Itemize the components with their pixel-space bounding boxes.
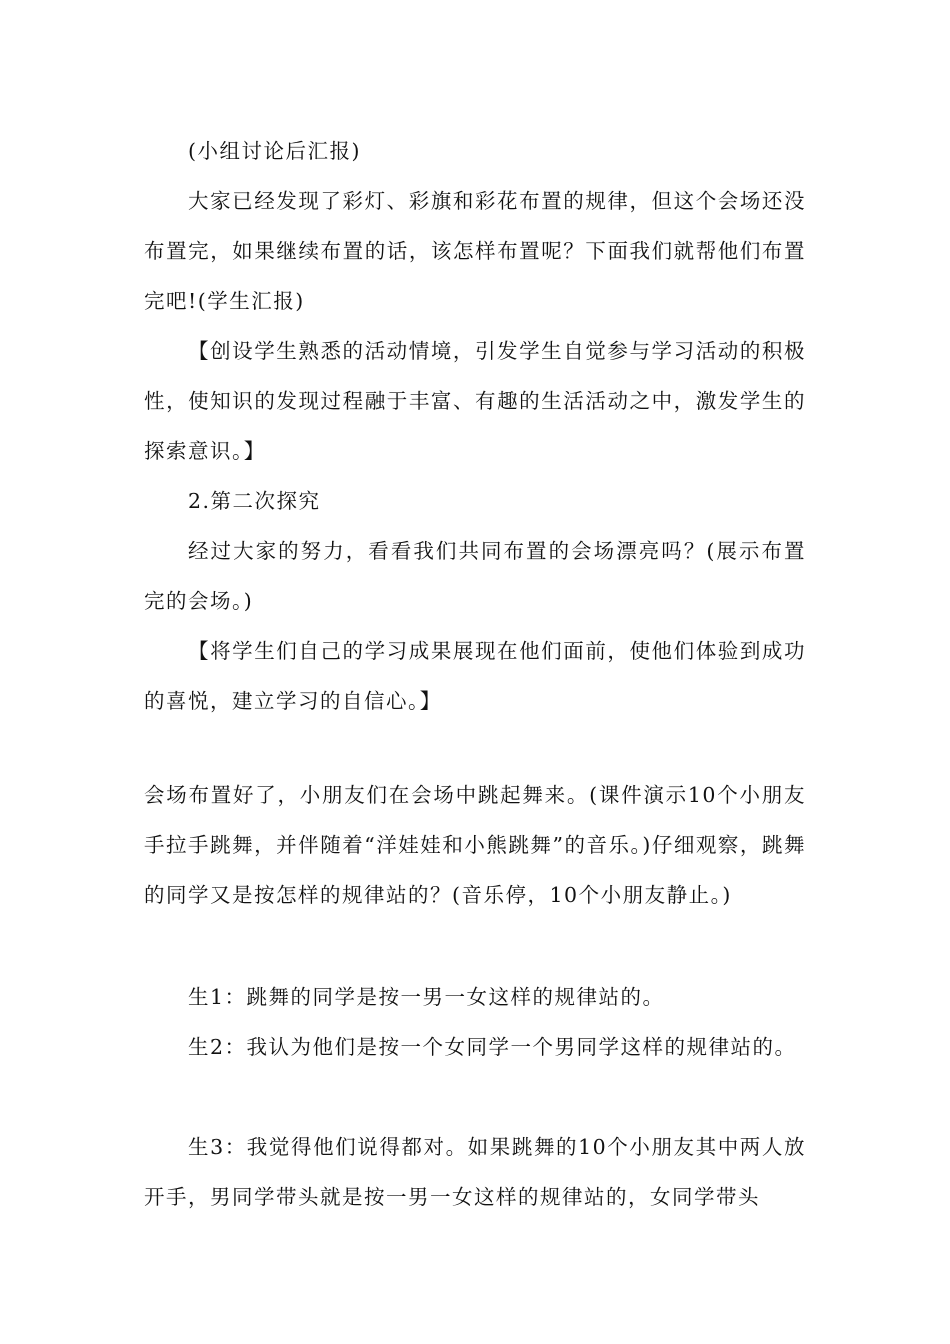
paragraph-student-2: 生2：我认为他们是按一个女同学一个男同学这样的规律站的。 xyxy=(188,1035,797,1059)
paragraph-design-note-2: 【将学生们自己的学习成果展现在他们面前，使他们体验到成功的喜悦，建立学习的自信心。】 xyxy=(144,639,806,713)
paragraph-design-note-1: 【创设学生熟悉的活动情境，引发学生自觉参与学习活动的积极性，使知识的发现过程融于丰富、有趣的生活活动之中，激发学生的探索意识。】 xyxy=(144,339,806,463)
paragraph-group-report: (小组讨论后汇报) xyxy=(188,139,361,163)
section-heading-second-inquiry: 2.第二次探究 xyxy=(188,489,321,513)
paragraph-venue-show: 经过大家的努力，看看我们共同布置的会场漂亮吗？(展示布置完的会场。) xyxy=(144,539,806,613)
paragraph-dance-scene: 会场布置好了，小朋友们在会场中跳起舞来。(课件演示10个小朋友手拉手跳舞，并伴随着“洋娃娃和小熊跳舞”的音乐。)仔细观察，跳舞的同学又是按怎样的规律站的？(音乐停，10个小朋友静止。) xyxy=(144,783,806,907)
paragraph-student-3: 生3：我觉得他们说得都对。如果跳舞的10个小朋友其中两人放开手，男同学带头就是按一男一女这样的规律站的，女同学带头 xyxy=(144,1135,806,1209)
paragraph-venue-question: 大家已经发现了彩灯、彩旗和彩花布置的规律，但这个会场还没布置完，如果继续布置的话，该怎样布置呢？下面我们就帮他们布置完吧!(学生汇报) xyxy=(144,189,806,313)
paragraph-student-1: 生1：跳舞的同学是按一男一女这样的规律站的。 xyxy=(188,985,665,1009)
